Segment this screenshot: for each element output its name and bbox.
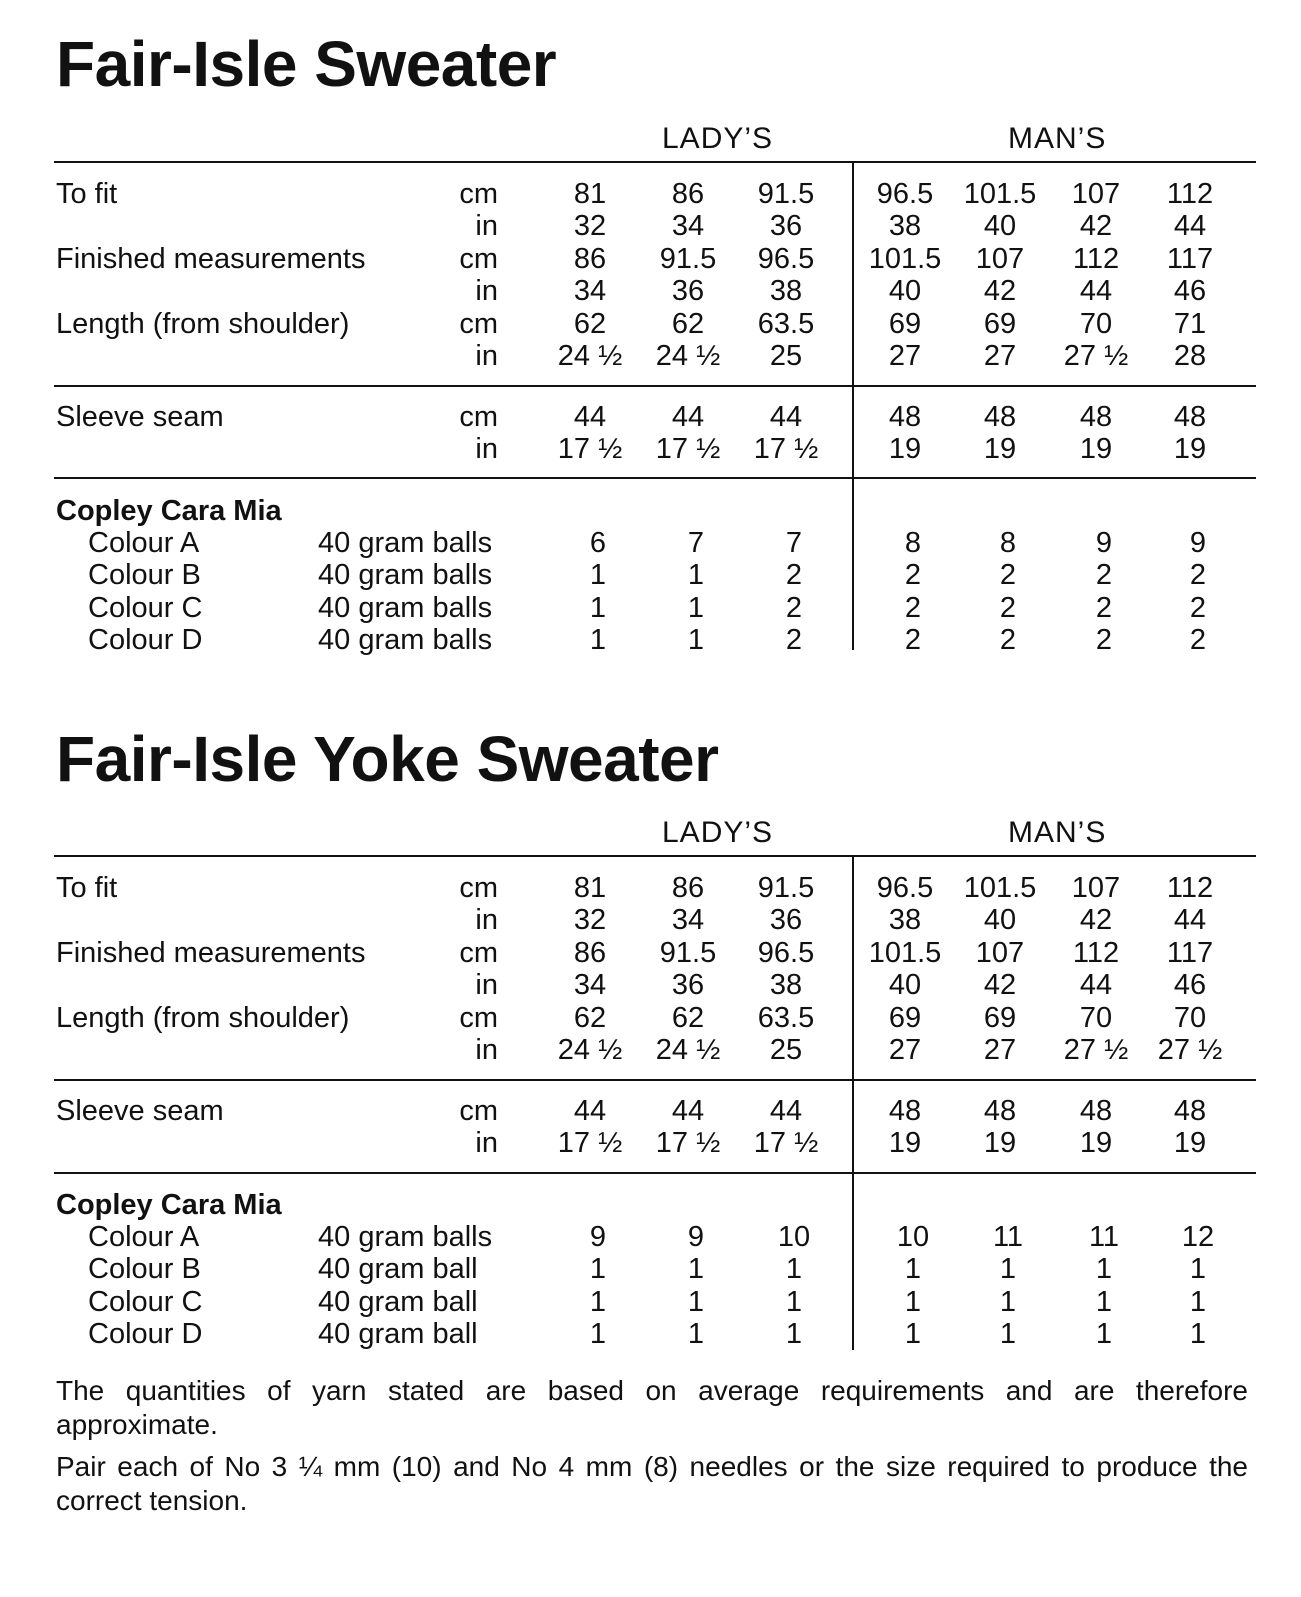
size-value: 62 <box>671 1002 705 1034</box>
row-unit: cm <box>459 401 498 433</box>
yarn-quantity: 1 <box>589 1253 607 1285</box>
yarn-quantity: 9 <box>589 1221 607 1253</box>
size-value: 40 <box>983 904 1017 936</box>
section-title: Fair-Isle Yoke Sweater <box>56 723 719 795</box>
yarn-unit: 40 gram balls <box>318 592 493 624</box>
yarn-colour-label: Colour B <box>88 559 201 591</box>
size-value: 48 <box>1079 401 1113 433</box>
size-value: 44 <box>671 401 705 433</box>
size-value: 101.5 <box>963 178 1037 210</box>
size-value: 48 <box>983 1095 1017 1127</box>
table-top-rule <box>54 855 1256 857</box>
yarn-quantity: 10 <box>896 1221 930 1253</box>
size-value: 17 ½ <box>753 433 819 465</box>
size-value: 17 ½ <box>557 1127 623 1159</box>
row-unit: cm <box>459 872 498 904</box>
yarn-quantity: 11 <box>1088 1221 1120 1253</box>
size-value: 101.5 <box>868 243 942 275</box>
yarn-quantity: 2 <box>999 559 1017 591</box>
size-value: 25 <box>769 1034 803 1066</box>
size-value: 19 <box>888 1127 922 1159</box>
row-unit: cm <box>459 178 498 210</box>
size-value: 91.5 <box>757 872 815 904</box>
table-section-rule <box>54 385 1256 387</box>
yarn-quantity: 1 <box>687 1286 705 1318</box>
size-value: 17 ½ <box>753 1127 819 1159</box>
size-value: 46 <box>1173 969 1207 1001</box>
size-value: 48 <box>1173 1095 1207 1127</box>
size-value: 38 <box>888 210 922 242</box>
size-value: 63.5 <box>757 1002 815 1034</box>
yarn-colour-label: Colour C <box>88 1286 203 1318</box>
yarn-heading: Copley Cara Mia <box>56 1189 282 1221</box>
size-value: 91.5 <box>659 243 717 275</box>
yarn-unit: 40 gram balls <box>318 1221 493 1253</box>
yarn-quantity: 1 <box>904 1286 922 1318</box>
size-value: 25 <box>769 340 803 372</box>
size-value: 44 <box>1079 969 1113 1001</box>
yarn-quantity: 2 <box>785 592 803 624</box>
yarn-quantity: 1 <box>687 1318 705 1350</box>
size-value: 27 ½ <box>1157 1034 1223 1066</box>
size-value: 48 <box>888 1095 922 1127</box>
size-value: 42 <box>1079 210 1113 242</box>
yarn-quantity: 12 <box>1181 1221 1215 1253</box>
yarn-quantity: 2 <box>904 624 922 656</box>
yarn-quantity: 1 <box>999 1318 1017 1350</box>
yarn-quantity: 11 <box>992 1221 1024 1253</box>
size-value: 40 <box>983 210 1017 242</box>
yarn-quantity: 1 <box>589 1318 607 1350</box>
size-value: 38 <box>769 275 803 307</box>
yarn-quantity: 8 <box>999 527 1017 559</box>
size-value: 34 <box>573 969 607 1001</box>
yarn-quantity: 1 <box>687 624 705 656</box>
lady-man-divider <box>852 855 854 1350</box>
yarn-quantity: 2 <box>1189 559 1207 591</box>
yarn-colour-label: Colour D <box>88 624 203 656</box>
size-value: 86 <box>573 243 607 275</box>
row-unit: in <box>475 433 498 465</box>
size-value: 81 <box>573 178 607 210</box>
yarn-quantity: 6 <box>589 527 607 559</box>
yarn-quantity-note: The quantities of yarn stated are based on average requirements and are therefore approximate. <box>56 1375 1248 1440</box>
table-section-rule <box>54 477 1256 479</box>
yarn-quantity: 10 <box>777 1221 811 1253</box>
size-value: 34 <box>573 275 607 307</box>
yarn-quantity: 1 <box>904 1318 922 1350</box>
size-value: 27 <box>983 340 1017 372</box>
size-value: 69 <box>888 1002 922 1034</box>
row-unit: in <box>475 210 498 242</box>
size-value: 96.5 <box>876 872 934 904</box>
size-value: 70 <box>1079 1002 1113 1034</box>
size-value: 19 <box>888 433 922 465</box>
size-value: 27 <box>888 340 922 372</box>
yarn-quantity: 1 <box>687 1253 705 1285</box>
size-value: 117 <box>1166 937 1214 969</box>
size-value: 42 <box>983 275 1017 307</box>
size-value: 44 <box>1173 904 1207 936</box>
size-value: 112 <box>1072 937 1120 969</box>
size-value: 27 ½ <box>1063 1034 1129 1066</box>
size-value: 27 ½ <box>1063 340 1129 372</box>
row-label: Sleeve seam <box>56 1095 224 1127</box>
size-value: 19 <box>1173 433 1207 465</box>
row-label: Length (from shoulder) <box>56 1002 350 1034</box>
yarn-quantity: 8 <box>904 527 922 559</box>
size-value: 69 <box>888 308 922 340</box>
size-value: 42 <box>1079 904 1113 936</box>
row-unit: in <box>475 1127 498 1159</box>
man-size-heading: MAN’S <box>1008 816 1107 849</box>
yarn-quantity: 2 <box>1095 559 1113 591</box>
size-value: 17 ½ <box>655 433 721 465</box>
size-value: 112 <box>1166 178 1214 210</box>
row-unit: in <box>475 969 498 1001</box>
size-value: 44 <box>1173 210 1207 242</box>
yarn-quantity: 1 <box>687 559 705 591</box>
table-top-rule <box>54 161 1256 163</box>
yarn-quantity: 2 <box>1095 592 1113 624</box>
size-value: 48 <box>1079 1095 1113 1127</box>
yarn-quantity: 2 <box>785 559 803 591</box>
yarn-quantity: 1 <box>1095 1253 1113 1285</box>
size-value: 46 <box>1173 275 1207 307</box>
size-value: 17 ½ <box>557 433 623 465</box>
yarn-quantity: 1 <box>589 624 607 656</box>
lady-size-heading: LADY’S <box>662 816 774 849</box>
size-value: 28 <box>1173 340 1207 372</box>
man-size-heading: MAN’S <box>1008 122 1107 155</box>
yarn-quantity: 1 <box>999 1253 1017 1285</box>
yarn-quantity: 2 <box>999 592 1017 624</box>
yarn-quantity: 2 <box>1189 592 1207 624</box>
size-value: 19 <box>1173 1127 1207 1159</box>
row-label: Sleeve seam <box>56 401 224 433</box>
yarn-quantity: 1 <box>1095 1286 1113 1318</box>
size-value: 24 ½ <box>655 1034 721 1066</box>
yarn-quantity: 1 <box>904 1253 922 1285</box>
row-label: Finished measurements <box>56 937 366 969</box>
yarn-unit: 40 gram balls <box>318 527 493 559</box>
size-value: 24 ½ <box>557 1034 623 1066</box>
size-value: 91.5 <box>659 937 717 969</box>
row-unit: cm <box>459 1095 498 1127</box>
yarn-quantity: 1 <box>1189 1286 1207 1318</box>
yarn-quantity: 2 <box>904 559 922 591</box>
size-value: 24 ½ <box>655 340 721 372</box>
yarn-quantity: 2 <box>904 592 922 624</box>
row-unit: in <box>475 1034 498 1066</box>
yarn-colour-label: Colour D <box>88 1318 203 1350</box>
yarn-quantity: 9 <box>1189 527 1207 559</box>
size-value: 112 <box>1166 872 1214 904</box>
size-value: 48 <box>1173 401 1207 433</box>
size-value: 27 <box>888 1034 922 1066</box>
size-value: 62 <box>573 308 607 340</box>
row-unit: cm <box>459 308 498 340</box>
size-value: 69 <box>983 1002 1017 1034</box>
row-label: Length (from shoulder) <box>56 308 350 340</box>
size-value: 69 <box>983 308 1017 340</box>
table-section-rule <box>54 1079 1256 1081</box>
size-value: 63.5 <box>757 308 815 340</box>
yarn-quantity: 1 <box>1189 1253 1207 1285</box>
table-section-rule <box>54 1172 1256 1174</box>
yarn-quantity: 1 <box>785 1318 803 1350</box>
row-label: To fit <box>56 872 118 904</box>
size-value: 19 <box>983 433 1017 465</box>
yarn-unit: 40 gram balls <box>318 559 493 591</box>
row-unit: in <box>475 275 498 307</box>
size-value: 107 <box>1071 178 1121 210</box>
yarn-quantity: 7 <box>687 527 705 559</box>
yarn-quantity: 1 <box>785 1253 803 1285</box>
lady-size-heading: LADY’S <box>662 122 774 155</box>
size-value: 36 <box>769 210 803 242</box>
size-value: 38 <box>888 904 922 936</box>
size-value: 38 <box>769 969 803 1001</box>
size-value: 81 <box>573 872 607 904</box>
yarn-quantity: 2 <box>785 624 803 656</box>
size-value: 32 <box>573 210 607 242</box>
size-value: 32 <box>573 904 607 936</box>
size-value: 62 <box>573 1002 607 1034</box>
yarn-quantity: 1 <box>1095 1318 1113 1350</box>
size-value: 101.5 <box>868 937 942 969</box>
size-value: 19 <box>1079 1127 1113 1159</box>
size-value: 86 <box>671 872 705 904</box>
size-value: 36 <box>671 969 705 1001</box>
row-label: Finished measurements <box>56 243 366 275</box>
size-value: 34 <box>671 904 705 936</box>
yarn-quantity: 1 <box>687 592 705 624</box>
size-value: 101.5 <box>963 872 1037 904</box>
size-value: 107 <box>975 243 1025 275</box>
yarn-colour-label: Colour A <box>88 527 200 559</box>
size-value: 17 ½ <box>655 1127 721 1159</box>
size-value: 40 <box>888 969 922 1001</box>
size-value: 91.5 <box>757 178 815 210</box>
size-value: 117 <box>1166 243 1214 275</box>
size-value: 48 <box>983 401 1017 433</box>
size-value: 48 <box>888 401 922 433</box>
row-label: To fit <box>56 178 118 210</box>
yarn-colour-label: Colour B <box>88 1253 201 1285</box>
yarn-quantity: 1 <box>1189 1318 1207 1350</box>
yarn-quantity: 1 <box>785 1286 803 1318</box>
row-unit: cm <box>459 243 498 275</box>
yarn-quantity: 1 <box>589 592 607 624</box>
yarn-quantity: 2 <box>1189 624 1207 656</box>
yarn-colour-label: Colour A <box>88 1221 200 1253</box>
yarn-heading: Copley Cara Mia <box>56 495 282 527</box>
size-value: 34 <box>671 210 705 242</box>
yarn-quantity: 2 <box>999 624 1017 656</box>
size-value: 44 <box>671 1095 705 1127</box>
yarn-unit: 40 gram balls <box>318 624 493 656</box>
size-value: 96.5 <box>876 178 934 210</box>
size-value: 19 <box>1079 433 1113 465</box>
size-value: 107 <box>975 937 1025 969</box>
lady-man-divider <box>852 161 854 650</box>
size-value: 62 <box>671 308 705 340</box>
yarn-quantity: 1 <box>589 1286 607 1318</box>
size-value: 44 <box>573 401 607 433</box>
size-value: 86 <box>573 937 607 969</box>
row-unit: cm <box>459 1002 498 1034</box>
yarn-unit: 40 gram ball <box>318 1286 478 1318</box>
size-value: 96.5 <box>757 937 815 969</box>
size-value: 70 <box>1079 308 1113 340</box>
size-value: 24 ½ <box>557 340 623 372</box>
yarn-unit: 40 gram ball <box>318 1318 478 1350</box>
needles-note: Pair each of No 3 ¼ mm (10) and No 4 mm (8) needles or the size required to produce the correct tension. <box>56 1451 1248 1516</box>
size-value: 96.5 <box>757 243 815 275</box>
size-value: 44 <box>769 1095 803 1127</box>
size-value: 112 <box>1072 243 1120 275</box>
size-value: 107 <box>1071 872 1121 904</box>
size-value: 19 <box>983 1127 1017 1159</box>
size-value: 71 <box>1173 308 1207 340</box>
size-value: 44 <box>769 401 803 433</box>
row-unit: in <box>475 340 498 372</box>
yarn-quantity: 9 <box>687 1221 705 1253</box>
yarn-quantity: 7 <box>785 527 803 559</box>
size-value: 36 <box>769 904 803 936</box>
yarn-quantity: 1 <box>999 1286 1017 1318</box>
row-unit: in <box>475 904 498 936</box>
row-unit: cm <box>459 937 498 969</box>
size-value: 27 <box>983 1034 1017 1066</box>
yarn-quantity: 1 <box>589 559 607 591</box>
size-value: 44 <box>573 1095 607 1127</box>
size-value: 44 <box>1079 275 1113 307</box>
yarn-colour-label: Colour C <box>88 592 203 624</box>
yarn-quantity: 2 <box>1095 624 1113 656</box>
section-title: Fair-Isle Sweater <box>56 28 557 100</box>
size-value: 70 <box>1173 1002 1207 1034</box>
size-value: 36 <box>671 275 705 307</box>
size-value: 40 <box>888 275 922 307</box>
size-value: 42 <box>983 969 1017 1001</box>
yarn-unit: 40 gram ball <box>318 1253 478 1285</box>
yarn-quantity: 9 <box>1095 527 1113 559</box>
size-value: 86 <box>671 178 705 210</box>
